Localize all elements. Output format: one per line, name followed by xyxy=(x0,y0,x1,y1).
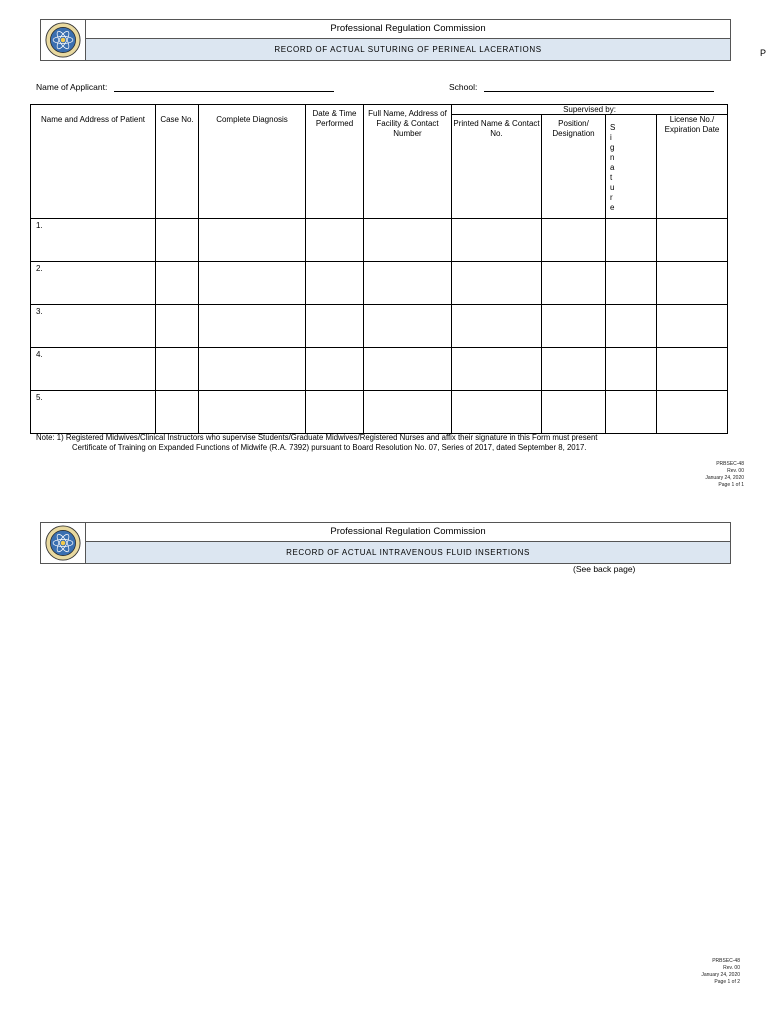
signature-letter: n xyxy=(610,153,615,162)
table-cell[interactable] xyxy=(606,391,657,434)
signature-letter: t xyxy=(610,173,613,182)
footnote-line-2: Certificate of Training on Expanded Functions of Midwife (R.A. 7392) pursuant to Board Resolution No. 07, Series of 2017, dated September 8, 2017. xyxy=(72,443,587,452)
table-cell[interactable] xyxy=(199,348,306,391)
see-back-page-note: (See back page) xyxy=(573,564,636,574)
applicant-label: Name of Applicant: xyxy=(36,82,108,92)
col-header-license: License No./ Expiration Date xyxy=(657,115,728,219)
school-input-line[interactable] xyxy=(484,82,714,92)
table-cell[interactable] xyxy=(306,262,364,305)
table-cell[interactable] xyxy=(606,219,657,262)
applicant-input-line[interactable] xyxy=(114,82,334,92)
table-cell[interactable] xyxy=(606,262,657,305)
prc-seal-cell xyxy=(41,20,86,60)
row-number: 3. xyxy=(31,305,156,348)
table-cell[interactable] xyxy=(657,391,728,434)
page-number: Page 1 of 2 xyxy=(714,979,740,985)
table-cell[interactable] xyxy=(542,348,606,391)
table-cell[interactable] xyxy=(452,305,542,348)
signature-letter: S xyxy=(610,123,616,132)
table-cell[interactable] xyxy=(452,391,542,434)
col-header-datetime: Date & Time Performed xyxy=(306,105,364,219)
table-cell[interactable] xyxy=(542,391,606,434)
signature-letter: a xyxy=(610,163,615,172)
form-date: January 24, 2020 xyxy=(705,475,744,481)
table-cell[interactable] xyxy=(364,305,452,348)
table-row xyxy=(31,262,728,305)
form-code: PRBSEC-48 xyxy=(712,958,740,964)
form-date: January 24, 2020 xyxy=(701,972,740,978)
prc-seal-icon xyxy=(45,525,81,561)
org-name: Professional Regulation Commission xyxy=(86,523,730,542)
prc-seal-cell xyxy=(41,523,86,563)
table-cell[interactable] xyxy=(306,305,364,348)
table-cell[interactable] xyxy=(452,262,542,305)
table-cell[interactable] xyxy=(156,305,199,348)
table-cell[interactable] xyxy=(364,262,452,305)
table-cell[interactable] xyxy=(657,305,728,348)
table-cell[interactable] xyxy=(364,348,452,391)
table-cell[interactable] xyxy=(452,348,542,391)
col-header-signature xyxy=(606,115,657,219)
form-code-block xyxy=(705,461,744,489)
table-cell[interactable] xyxy=(306,219,364,262)
form-revision: Rev. 00 xyxy=(727,468,744,474)
signature-letter: u xyxy=(610,183,615,192)
table-cell[interactable] xyxy=(306,391,364,434)
table-cell[interactable] xyxy=(199,219,306,262)
table-cell[interactable] xyxy=(657,348,728,391)
form-header xyxy=(40,19,731,61)
col-header-position: Position/ Designation xyxy=(542,115,606,219)
row-number: 2. xyxy=(31,262,156,305)
row-number: 4. xyxy=(31,348,156,391)
signature-letter: e xyxy=(610,203,615,212)
row-number: 5. xyxy=(31,391,156,434)
signature-letter: r xyxy=(610,193,613,202)
footnote xyxy=(36,433,736,453)
table-cell[interactable] xyxy=(156,348,199,391)
table-row xyxy=(31,391,728,434)
form-header-2 xyxy=(40,522,731,564)
table-cell[interactable] xyxy=(156,219,199,262)
col-header-diagnosis: Complete Diagnosis xyxy=(199,105,306,219)
signature-letter: g xyxy=(610,143,615,152)
form-code: PRBSEC-48 xyxy=(716,461,744,467)
org-name: Professional Regulation Commission xyxy=(86,20,730,39)
table-cell[interactable] xyxy=(657,262,728,305)
col-header-case: Case No. xyxy=(156,105,199,219)
table-cell[interactable] xyxy=(364,391,452,434)
col-header-facility: Full Name, Address of Facility & Contact Number xyxy=(364,105,452,219)
record-title: RECORD OF ACTUAL INTRAVENOUS FLUID INSERTIONS xyxy=(86,542,730,563)
applicant-field xyxy=(36,82,334,92)
supervised-by-header: Supervised by: xyxy=(452,105,728,115)
table-cell[interactable] xyxy=(452,219,542,262)
table-row xyxy=(31,348,728,391)
col-header-printed-name: Printed Name & Contact No. xyxy=(452,115,542,219)
record-table xyxy=(30,104,728,434)
table-row xyxy=(31,305,728,348)
school-field xyxy=(449,82,714,92)
signature-letter: i xyxy=(610,133,612,142)
table-cell[interactable] xyxy=(156,262,199,305)
table-cell[interactable] xyxy=(542,262,606,305)
table-cell[interactable] xyxy=(542,305,606,348)
table-cell[interactable] xyxy=(156,391,199,434)
cut-off-text: P xyxy=(760,48,767,58)
table-cell[interactable] xyxy=(199,391,306,434)
table-cell[interactable] xyxy=(542,219,606,262)
table-cell[interactable] xyxy=(199,262,306,305)
table-cell[interactable] xyxy=(364,219,452,262)
page-number: Page 1 of 1 xyxy=(718,482,744,488)
school-label: School: xyxy=(449,82,478,92)
record-title: RECORD OF ACTUAL SUTURING OF PERINEAL LACERATIONS xyxy=(86,39,730,60)
col-header-name: Name and Address of Patient xyxy=(31,105,156,219)
table-cell[interactable] xyxy=(606,348,657,391)
form-code-block-2 xyxy=(701,958,740,986)
footnote-line-1: Note: 1) Registered Midwives/Clinical Instructors who supervise Students/Graduate Midwives/Registered Nurses and affix their signature in this Form must present xyxy=(36,433,598,442)
table-row xyxy=(31,219,728,262)
form-revision: Rev. 00 xyxy=(723,965,740,971)
table-cell[interactable] xyxy=(306,348,364,391)
table-cell[interactable] xyxy=(199,305,306,348)
table-cell[interactable] xyxy=(657,219,728,262)
table-cell[interactable] xyxy=(606,305,657,348)
row-number: 1. xyxy=(31,219,156,262)
prc-seal-icon xyxy=(45,22,81,58)
